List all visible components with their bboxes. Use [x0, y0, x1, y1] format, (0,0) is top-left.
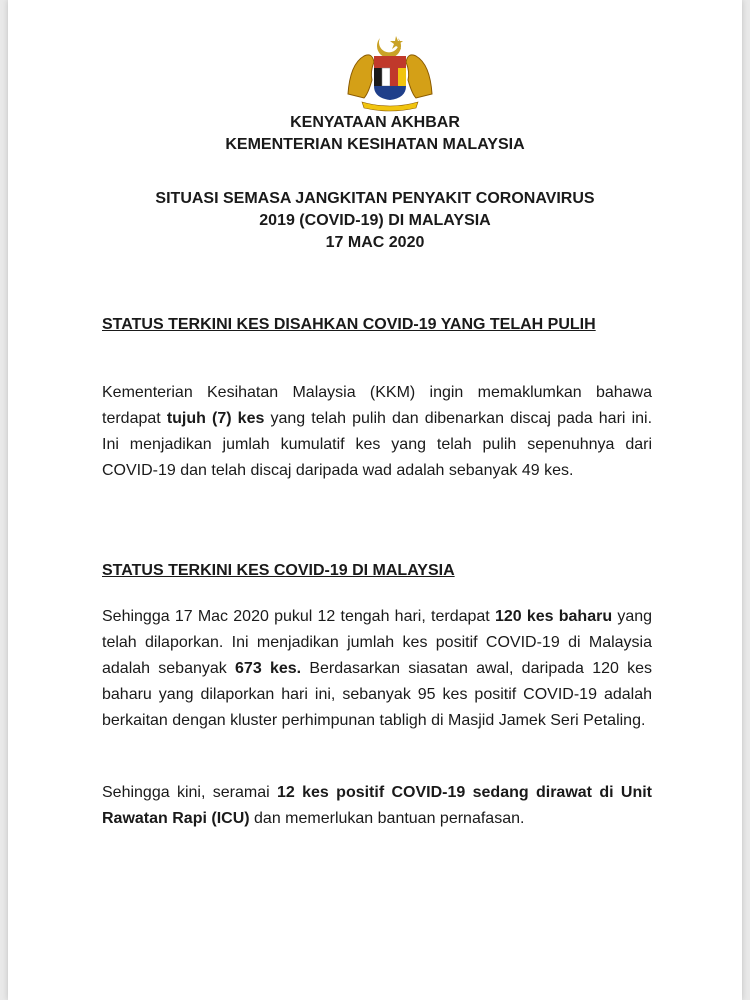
- bold-run: 120 kes baharu: [494, 608, 613, 625]
- text-run: yang telah pulih dan dibenarkan discaj pada hari ini. Ini menjadikan jumlah kumulatif kes yang telah pulih sepenuhnya dari COVID-19 dan telah discaj daripada wad adalah sebanyak 49 kes.: [102, 410, 653, 479]
- text-run: Berdasarkan siasatan awal, daripada 120 kes baharu yang dilaporkan hari ini, sebanyak 95 kes positif COVID-19 adalah berkaitan dengan kluster perhimpunan tabligh di Masjid Jamek Seri Petaling.: [102, 660, 653, 729]
- section-status-paragraph-1: [102, 604, 652, 734]
- section-recovered-paragraph: [102, 380, 652, 484]
- text-run: Kementerian Kesihatan Malaysia (KKM) ingin memaklumkan bahawa terdapat: [102, 384, 652, 427]
- text-run: yang telah dilaporkan. Ini menjadikan jumlah kes positif COVID-19 di Malaysia adalah sebanyak: [102, 608, 653, 677]
- document-title: [8, 188, 742, 254]
- bold-run: 12 kes positif COVID-19 sedang dirawat di Unit Rawatan Rapi (ICU): [102, 784, 653, 827]
- section-recovered-heading: STATUS TERKINI KES DISAHKAN COVID-19 YANG TELAH PULIH: [102, 316, 596, 333]
- press-release-page: [8, 0, 742, 1000]
- text-run: Sehingga 17 Mac 2020 pukul 12 tengah hari, terdapat: [102, 608, 495, 625]
- title-date: 17 MAC 2020: [325, 234, 425, 251]
- bold-run: tujuh (7) kes: [166, 410, 265, 427]
- section-status-heading: STATUS TERKINI KES COVID-19 DI MALAYSIA: [102, 562, 455, 579]
- title-line-2: 2019 (COVID-19) DI MALAYSIA: [259, 212, 491, 229]
- bold-run: 673 kes.: [235, 660, 302, 677]
- header-line-2: KEMENTERIAN KESIHATAN MALAYSIA: [225, 136, 525, 153]
- title-line-1: SITUASI SEMASA JANGKITAN PENYAKIT CORONAVIRUS: [155, 190, 595, 207]
- text-run: dan memerlukan bantuan pernafasan.: [249, 810, 525, 827]
- press-header: [8, 112, 742, 156]
- coat-of-arms-emblem: [340, 32, 440, 112]
- header-line-1: KENYATAAN AKHBAR: [290, 114, 460, 131]
- text-run: Sehingga kini, seramai: [102, 784, 277, 801]
- section-status-paragraph-2: [102, 780, 652, 832]
